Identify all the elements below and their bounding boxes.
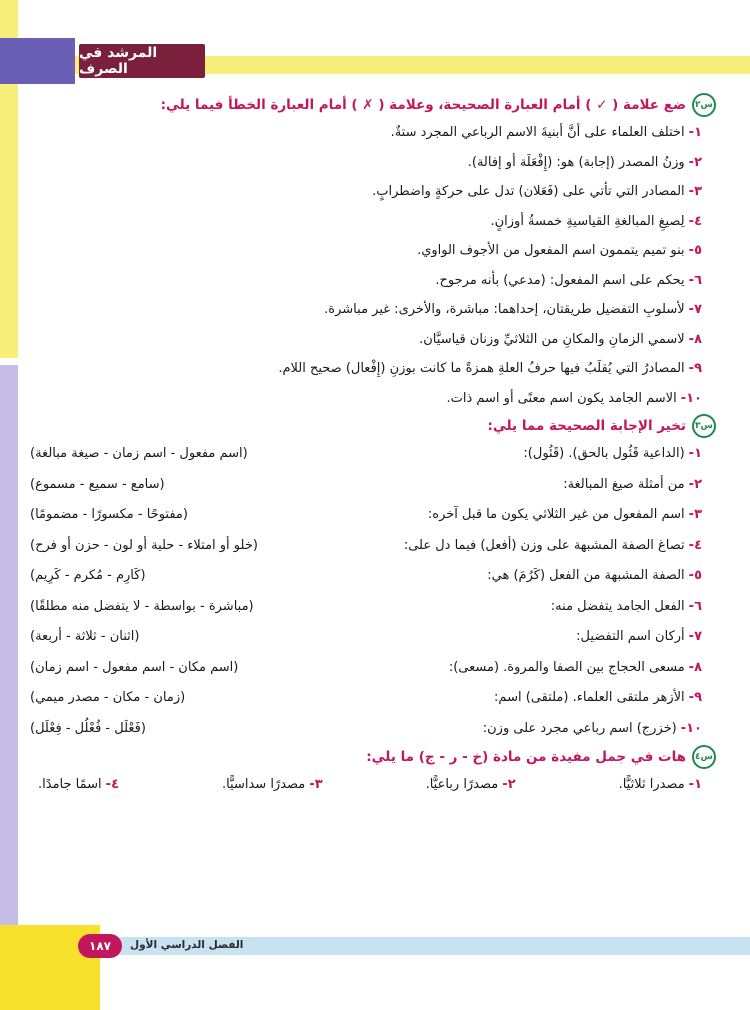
task-text: مصدرا ثلاثيًّا. [618,777,685,792]
task-text: مصدرًا سداسيًّا. [221,777,306,792]
item-number: ٨- [688,331,702,347]
statement-text: الاسم الجامد يكون اسم معنًى أو اسم ذات. [446,390,677,406]
question-badge: س٣ [692,414,716,438]
choice-options: (كَارِم - مُكرم - كَرِيم) [30,568,146,583]
item-number: ٦- [688,598,702,614]
choice-question [523,439,702,470]
item-number: ٤- [688,213,702,229]
question-text: (الداعية قَئُول بالحق). (قَئُول): [523,446,685,461]
item-number: ٧- [688,629,702,644]
item-number: ٩- [688,361,702,376]
task-text: اسمًا جامدًا. [38,777,102,792]
sentence-task-row [30,770,716,800]
choice-options: (فَعْلَل - فُعْلُل - فِعْلَل) [30,720,146,736]
task-text: مصدرًا رباعيًّا. [425,777,499,792]
question-text: (خزرج) اسم رباعي مجرد على وزن: [482,720,677,736]
item-number: ٢- [688,154,702,170]
question-2-heading [30,92,716,118]
choice-item [30,683,716,714]
sentence-task [38,770,119,800]
choice-question [563,470,702,501]
choice-item [30,439,716,470]
item-number: ١٠- [680,390,702,406]
item-number: ٢- [502,777,516,792]
statement-text: بنو تميم يتممون اسم المفعول من الأجوف الواوي. [417,243,685,258]
choice-item [30,470,716,501]
choice-item [30,714,716,745]
choice-options: (مفتوحًا - مكسورًا - مضمومًا) [30,507,188,522]
question-badge: س٤ [692,745,716,769]
item-number: ١٠- [680,720,702,736]
item-number: ٥- [688,243,702,258]
choice-question [404,531,702,562]
statement-text: لِصيغِ المبالغةِ القياسيةِ خمسةُ أوزانٍ. [490,213,685,229]
page-content [30,92,716,800]
question-text: من أمثلة صيغ المبالغة: [563,476,685,492]
question-text: اسم المفعول من غير الثلاثي يكون ما قبل آخره: [427,507,685,522]
true-false-list [30,118,716,413]
statement-item [30,207,716,237]
choice-question [551,592,702,623]
item-number: ٤- [688,537,702,553]
multiple-choice-list [30,439,716,744]
question-title: ضع علامة ( ✓ ) أمام العبارة الصحيحة، وعلامة ( ✗ ) أمام العبارة الخطأ فيما يلي: [160,97,686,113]
choice-options: (اثنان - ثلاثة - أربعة) [30,629,140,644]
statement-item [30,236,716,266]
statement-item [30,295,716,325]
item-number: ١- [688,125,702,140]
question-3-heading [30,413,716,439]
item-number: ٦- [688,272,702,288]
item-number: ٨- [688,659,702,675]
statement-item [30,325,716,355]
choice-question [449,653,702,684]
statement-text: المصادر التي تأتي على (فَعَلان) تدل على حركةٍ واضطرابٍ. [372,184,685,199]
header-corner-block [0,38,75,84]
statement-text: لاسمي الزمانِ والمكانِ من الثلاثيِّ وزنان قياسيَّان. [419,331,685,347]
choice-options: (مباشرة - بواسطة - لا يتفضل منه مطلقًا) [30,598,254,614]
header-band [75,38,750,84]
side-bar-purple [0,365,18,925]
choice-options: (اسم مكان - اسم مفعول - اسم زمان) [30,659,239,675]
choice-item [30,653,716,684]
question-4-heading [30,744,716,770]
page-number: ١٨٧ [78,934,122,958]
statement-text: يحكم على اسم المفعول: (مدعي) بأنه مرجوح. [435,272,685,288]
item-number: ٤- [105,777,120,792]
item-number: ٢- [688,476,702,492]
sentence-task [222,770,323,800]
choice-question [494,683,702,714]
item-number: ١- [688,777,702,792]
choice-question [428,500,702,531]
item-number: ٣- [309,777,323,792]
statement-text: اختلف العلماء على أنَّ أبنيةَ الاسم الرباعي المجرد ستةٌ. [390,125,685,140]
statement-text: المصادرُ التي يُقلَبُ فيها حرفُ العلةِ همزةً ما كانت بوزنِ (إِفْعال) صحيح اللام. [278,361,685,376]
item-number: ٣- [688,507,702,522]
question-text: الصفة المشبهة من الفعل (كَرُمَ) هي: [487,568,685,583]
question-text: الفعل الجامد يتفضل منه: [550,598,685,614]
choice-question [483,714,702,745]
question-title: هات في جمل مفيدة من مادة (خ - ر - ج) ما يلي: [366,749,686,765]
choice-options: (خلو أو امتلاء - حلية أو لون - حزن أو فرح) [30,537,258,553]
choice-question [487,561,702,592]
sentence-task [619,770,702,800]
statement-item [30,177,716,207]
statement-text: وزنُ المصدر (إجابة) هو: (إِفْعَلَة أو إفالة). [467,154,685,170]
item-number: ٩- [688,690,702,705]
item-number: ٥- [688,568,702,583]
question-text: مسعى الحجاج بين الصفا والمروة. (مسعى): [448,659,685,675]
book-title: المرشد في الصرف [79,44,205,78]
statement-item [30,118,716,148]
sentence-task [426,770,516,800]
question-text: الأزهر ملتقى العلماء. (ملتقى) اسم: [494,690,685,705]
choice-item [30,622,716,653]
statement-item [30,266,716,296]
choice-options: (اسم مفعول - اسم زمان - صيغة مبالغة) [30,446,248,461]
statement-item [30,384,716,414]
choice-item [30,500,716,531]
statement-item [30,148,716,178]
choice-options: (زمان - مكان - مصدر ميمي) [30,690,186,705]
semester-label: الفصل الدراسي الأول [130,939,244,951]
item-number: ٣- [688,184,702,199]
question-text: أركان اسم التفضيل: [576,629,685,644]
statement-text: لأسلوبِ التفضيل طريقتان، إحداهما: مباشرة، والأخرى: غير مباشرة. [324,302,685,317]
question-badge: س٢ [692,93,716,117]
statement-item [30,354,716,384]
choice-question [576,622,702,653]
choice-item [30,531,716,562]
choice-item [30,561,716,592]
question-text: تصاغ الصفة المشبهة على وزن (أفعل) فيما دل على: [403,537,685,553]
choice-options: (سامع - سميع - مسموع) [30,476,165,492]
question-title: تخير الإجابة الصحيحة مما يلي: [487,418,686,434]
item-number: ١- [688,446,702,461]
choice-item [30,592,716,623]
item-number: ٧- [688,302,702,317]
